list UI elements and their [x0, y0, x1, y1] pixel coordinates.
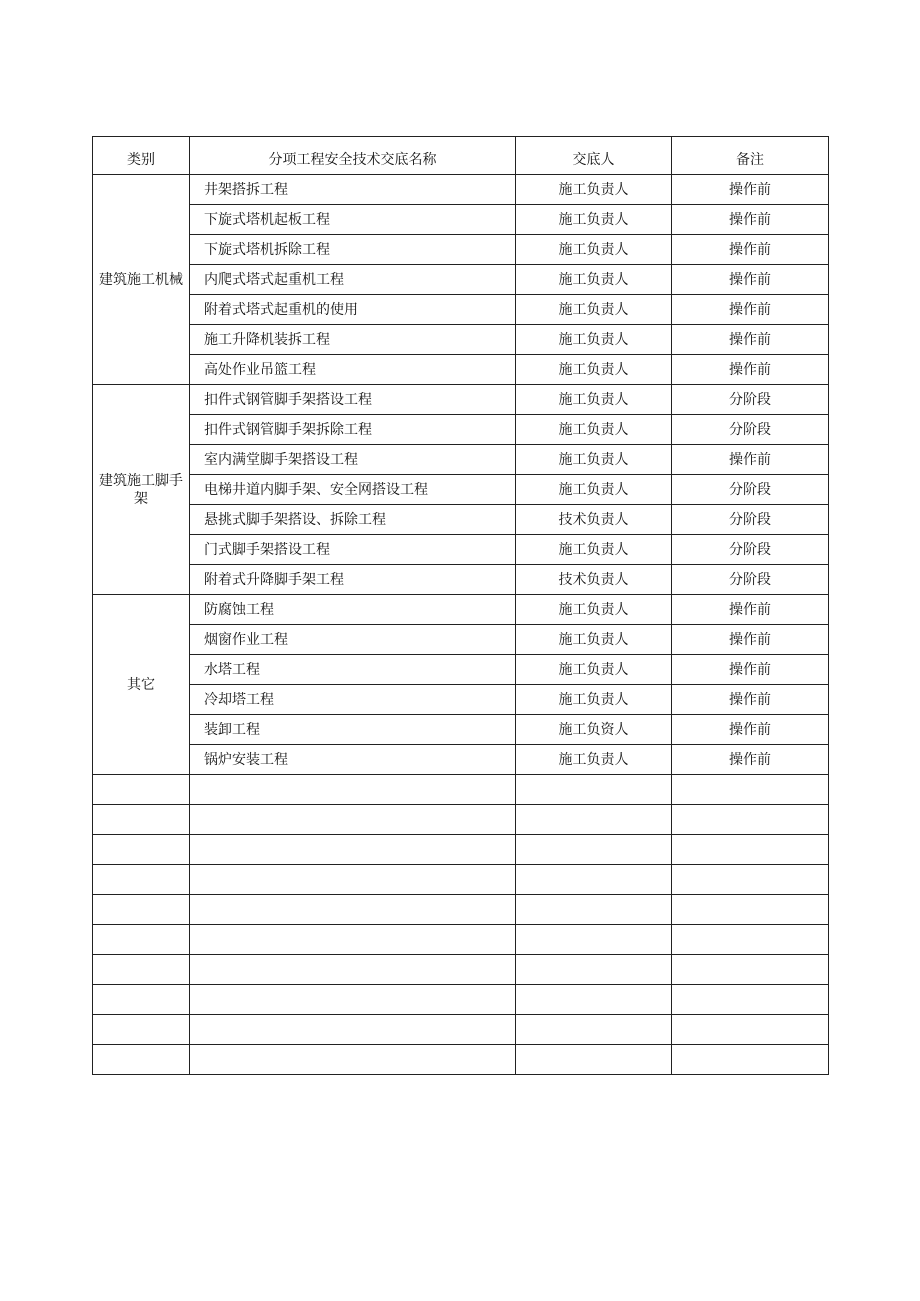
table-row: [93, 265, 829, 295]
table-row: [93, 715, 829, 745]
table-row: [93, 535, 829, 565]
item-name-cell: 烟窗作业工程: [190, 625, 516, 655]
item-name-cell: 装卸工程: [190, 715, 516, 745]
table-row: [93, 505, 829, 535]
discloser-cell: 施工负责人: [516, 535, 672, 565]
empty-cell: [93, 805, 190, 835]
empty-cell: [516, 985, 672, 1015]
empty-cell: [516, 1045, 672, 1075]
discloser-cell: 技术负责人: [516, 565, 672, 595]
remark-cell: 操作前: [672, 265, 829, 295]
empty-cell: [516, 865, 672, 895]
item-name-cell: 室内满堂脚手架搭设工程: [190, 445, 516, 475]
empty-cell: [516, 1015, 672, 1045]
empty-row: [93, 835, 829, 865]
empty-cell: [93, 1015, 190, 1045]
header-remark: 备注: [672, 137, 829, 175]
table-row: [93, 625, 829, 655]
empty-row: [93, 865, 829, 895]
discloser-cell: 施工负责人: [516, 325, 672, 355]
table-row: [93, 415, 829, 445]
discloser-cell: 施工负责人: [516, 175, 672, 205]
empty-cell: [672, 835, 829, 865]
remark-cell: 分阶段: [672, 565, 829, 595]
table-row: [93, 295, 829, 325]
discloser-cell: 施工负资人: [516, 715, 672, 745]
empty-cell: [190, 835, 516, 865]
empty-cell: [190, 1045, 516, 1075]
empty-cell: [516, 805, 672, 835]
empty-cell: [672, 775, 829, 805]
empty-row: [93, 895, 829, 925]
discloser-cell: 施工负责人: [516, 745, 672, 775]
discloser-cell: 施工负责人: [516, 265, 672, 295]
discloser-cell: 技术负责人: [516, 505, 672, 535]
empty-row: [93, 1045, 829, 1075]
remark-cell: 操作前: [672, 595, 829, 625]
item-name-cell: 门式脚手架搭设工程: [190, 535, 516, 565]
discloser-cell: 施工负责人: [516, 655, 672, 685]
discloser-cell: 施工负责人: [516, 685, 672, 715]
remark-cell: 操作前: [672, 175, 829, 205]
item-name-cell: 高处作业吊篮工程: [190, 355, 516, 385]
table-row: [93, 655, 829, 685]
empty-cell: [93, 775, 190, 805]
empty-cell: [672, 925, 829, 955]
remark-cell: 分阶段: [672, 415, 829, 445]
empty-cell: [93, 895, 190, 925]
empty-cell: [672, 1015, 829, 1045]
empty-cell: [93, 925, 190, 955]
empty-cell: [672, 1045, 829, 1075]
empty-cell: [672, 805, 829, 835]
item-name-cell: 扣件式钢管脚手架搭设工程: [190, 385, 516, 415]
item-name-cell: 井架搭拆工程: [190, 175, 516, 205]
item-name-cell: 水塔工程: [190, 655, 516, 685]
item-name-cell: 防腐蚀工程: [190, 595, 516, 625]
header-category: 类别: [93, 137, 190, 175]
safety-disclosure-table: [92, 136, 829, 1075]
empty-cell: [190, 895, 516, 925]
item-name-cell: 下旋式塔机起板工程: [190, 205, 516, 235]
empty-cell: [93, 865, 190, 895]
remark-cell: 操作前: [672, 715, 829, 745]
table-row: [93, 745, 829, 775]
empty-cell: [190, 985, 516, 1015]
discloser-cell: 施工负责人: [516, 235, 672, 265]
remark-cell: 分阶段: [672, 385, 829, 415]
empty-cell: [516, 925, 672, 955]
empty-cell: [190, 775, 516, 805]
discloser-cell: 施工负责人: [516, 475, 672, 505]
item-name-cell: 扣件式钢管脚手架拆除工程: [190, 415, 516, 445]
table-header-row: [93, 137, 829, 175]
empty-cell: [516, 955, 672, 985]
remark-cell: 操作前: [672, 685, 829, 715]
remark-cell: 分阶段: [672, 475, 829, 505]
remark-cell: 操作前: [672, 655, 829, 685]
remark-cell: 操作前: [672, 325, 829, 355]
table-row: [93, 685, 829, 715]
empty-cell: [672, 865, 829, 895]
table-row: [93, 325, 829, 355]
empty-cell: [190, 1015, 516, 1045]
item-name-cell: 电梯井道内脚手架、安全网搭设工程: [190, 475, 516, 505]
remark-cell: 分阶段: [672, 505, 829, 535]
table-row: [93, 475, 829, 505]
discloser-cell: 施工负责人: [516, 445, 672, 475]
item-name-cell: 下旋式塔机拆除工程: [190, 235, 516, 265]
empty-row: [93, 955, 829, 985]
table-row: [93, 205, 829, 235]
category-cell-machinery: 建筑施工机械: [93, 175, 190, 385]
item-name-cell: 附着式塔式起重机的使用: [190, 295, 516, 325]
empty-cell: [516, 835, 672, 865]
table-row: [93, 355, 829, 385]
empty-cell: [93, 1045, 190, 1075]
empty-row: [93, 925, 829, 955]
empty-cell: [93, 835, 190, 865]
item-name-cell: 附着式升降脚手架工程: [190, 565, 516, 595]
empty-cell: [516, 775, 672, 805]
empty-cell: [190, 925, 516, 955]
item-name-cell: 施工升降机装拆工程: [190, 325, 516, 355]
discloser-cell: 施工负责人: [516, 415, 672, 445]
remark-cell: 操作前: [672, 295, 829, 325]
item-name-cell: 内爬式塔式起重机工程: [190, 265, 516, 295]
remark-cell: 操作前: [672, 355, 829, 385]
item-name-cell: 悬挑式脚手架搭设、拆除工程: [190, 505, 516, 535]
empty-cell: [672, 985, 829, 1015]
table-row: [93, 445, 829, 475]
remark-cell: 操作前: [672, 745, 829, 775]
discloser-cell: 施工负责人: [516, 355, 672, 385]
empty-cell: [672, 955, 829, 985]
remark-cell: 分阶段: [672, 535, 829, 565]
empty-cell: [190, 955, 516, 985]
table-row: [93, 175, 829, 205]
table-row: [93, 565, 829, 595]
empty-cell: [190, 865, 516, 895]
table-row: [93, 385, 829, 415]
table-row: [93, 235, 829, 265]
discloser-cell: 施工负责人: [516, 205, 672, 235]
remark-cell: 操作前: [672, 235, 829, 265]
remark-cell: 操作前: [672, 445, 829, 475]
discloser-cell: 施工负责人: [516, 595, 672, 625]
discloser-cell: 施工负责人: [516, 625, 672, 655]
header-item-name: 分项工程安全技术交底名称: [190, 137, 516, 175]
category-cell-other: 其它: [93, 595, 190, 775]
item-name-cell: 冷却塔工程: [190, 685, 516, 715]
empty-cell: [672, 895, 829, 925]
empty-row: [93, 985, 829, 1015]
discloser-cell: 施工负责人: [516, 385, 672, 415]
empty-cell: [190, 805, 516, 835]
header-discloser: 交底人: [516, 137, 672, 175]
item-name-cell: 锅炉安装工程: [190, 745, 516, 775]
table-row: [93, 595, 829, 625]
remark-cell: 操作前: [672, 205, 829, 235]
empty-cell: [93, 985, 190, 1015]
empty-row: [93, 805, 829, 835]
empty-row: [93, 775, 829, 805]
remark-cell: 操作前: [672, 625, 829, 655]
discloser-cell: 施工负责人: [516, 295, 672, 325]
empty-cell: [516, 895, 672, 925]
category-cell-scaffolding: 建筑施工脚手架: [93, 385, 190, 595]
empty-row: [93, 1015, 829, 1045]
empty-cell: [93, 955, 190, 985]
